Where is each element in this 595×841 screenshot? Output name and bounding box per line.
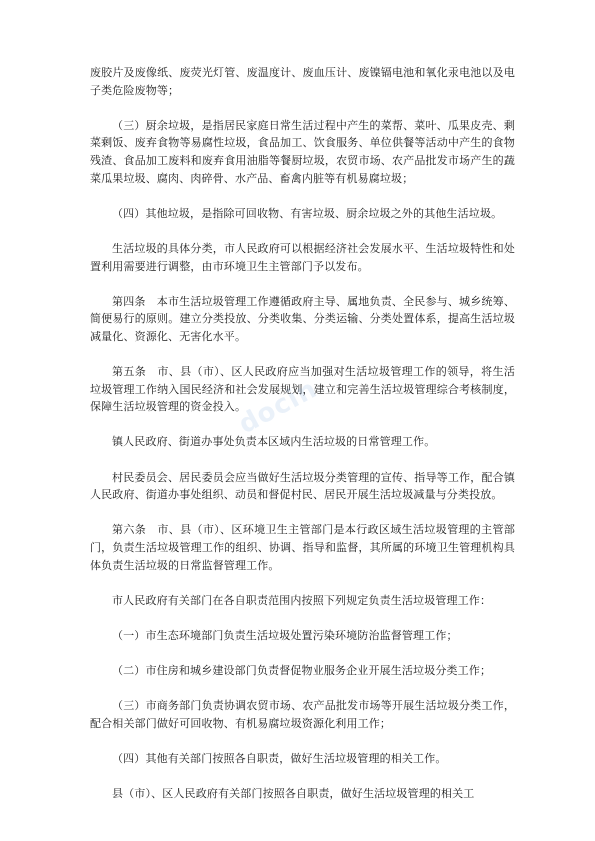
paragraph-other-waste: （四）其他垃圾，是指除可回收物、有害垃圾、厨余垃圾之外的其他生活垃圾。	[112, 206, 503, 220]
paragraph-town-government: 镇人民政府、街道办事处负责本区域内生活垃圾的日常管理工作。	[112, 435, 436, 449]
document-body	[90, 64, 515, 803]
article-5: 第五条 市、县（市）、区人民政府应当加强对生活垃圾管理工作的领导，将生活垃圾管理工作纳入国民经济和社会发展规划，建立和完善生活垃圾管理综合考核制度，保障生活垃圾管理的资金投入。	[90, 365, 515, 414]
paragraph-classification-adjustment: 生活垃圾的具体分类，市人民政府可以根据经济社会发展水平、生活垃圾特性和处置利用需要进行调整，由市环境卫生主管部门予以发布。	[90, 241, 515, 273]
list-item-other-departments: （四）其他有关部门按照各自职责，做好生活垃圾管理的相关工作。	[112, 752, 447, 766]
paragraph-city-departments: 市人民政府有关部门在各自职责范围内按照下列规定负责生活垃圾管理工作：	[112, 593, 492, 607]
paragraph-hazardous-waste-continued: 废胶片及废像纸、废荧光灯管、废温度计、废血压计、废镍镉电池和氧化汞电池以及电子类危险废物等；	[90, 66, 515, 97]
paragraph-kitchen-waste: （三）厨余垃圾，是指居民家庭日常生活过程中产生的菜帮、菜叶、瓜果皮壳、剩菜剩饭、废弃食物等易腐性垃圾，食品加工、饮食服务、单位供餐等活动中产生的食物残渣、食品加工废料和废弃食用油脂等餐厨垃圾，农贸市场、农产品批发市场产生的蔬菜瓜果垃圾、腐肉、肉碎骨、水产品、畜禽内脏等有机易腐垃圾；	[90, 118, 515, 185]
article-4: 第四条 本市生活垃圾管理工作遵循政府主导、属地负责、全民参与、城乡统筹、简便易行的原则。建立分类投放、分类收集、分类运输、分类处置体系，提高生活垃圾减量化、资源化、无害化水平。	[90, 294, 515, 343]
watermark-logo: docin	[233, 373, 323, 441]
list-item-ecology-department: （一）市生态环境部门负责生活垃圾处置污染环境防治监督管理工作；	[112, 629, 458, 642]
paragraph-county-departments: 县（市）、区人民政府有关部门按照各自职责，做好生活垃圾管理的相关工	[112, 787, 475, 801]
article-6: 第六条 市、县（市）、区环境卫生主管部门是本行政区域生活垃圾管理的主管部门，负责生活垃圾管理工作的组织、协调、指导和监督，其所属的环境卫生管理机构具体负责生活垃圾的日常监督管理工作。	[90, 523, 515, 572]
list-item-housing-department: （二）市住房和城乡建设部门负责督促物业服务企业开展生活垃圾分类工作；	[112, 664, 492, 678]
list-item-commerce-department: （三）市商务部门负责协调农贸市场、农产品批发市场等开展生活垃圾分类工作，配合相关部门做好可回收物、有机易腐垃圾资源化利用工作；	[90, 699, 515, 730]
paragraph-village-committee: 村民委员会、居民委员会应当做好生活垃圾分类管理的宣传、指导等工作，配合镇人民政府、街道办事处组织、动员和督促村民、居民开展生活垃圾减量与分类投放。	[90, 470, 515, 502]
